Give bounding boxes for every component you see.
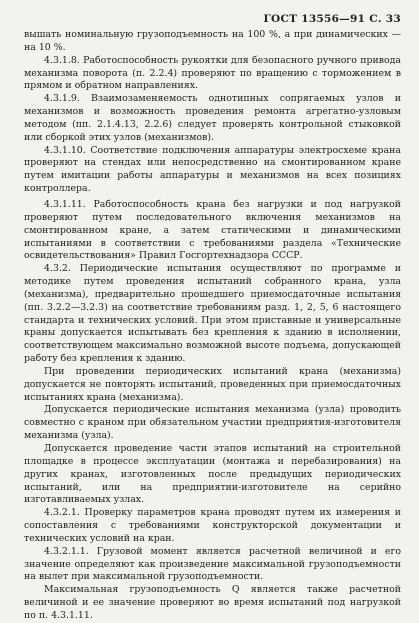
paragraph: Допускается периодические испытания механизма (узла) проводить совместно с краном при обязательном участии предприятия-изготовителя механизма (узла). (24, 404, 401, 442)
paragraph: Допускается проведение части этапов испытаний на строительной площадке в процессе эксплуатации (монтажа и перебазирования) на других кранах, изготовленных после предыдущих периодических испытаний, или на предприятии-изготовителе на серийно изготавливаемых узлах. (24, 443, 401, 506)
paragraph: вышать номинальную грузоподъемность на 100 %, а при динамических — на 10 %. (24, 29, 401, 53)
paragraph: 4.3.2. Периодические испытания осуществляют по программе и методике путем проведения испытаний собранного крана, узла (механизма), предварительно прошедшего приемосдаточные испытания (пп. 3.2.2—3.2.3) на соответствие требованиям разд. 1, 2, 5, 6 настоящего стандарта и технических условий. При этом приставные и универсальные краны допускается испытывать без крепления к зданию в исполнении, соответствующем максимально возможной высоте подъема, допускающей работу без крепления к зданию. (24, 263, 401, 365)
paragraph: 4.3.2.1. Проверку параметров крана проводят путем их измерения и сопоставления с требованиями конструкторской документации и технических условий на кран. (24, 507, 401, 544)
paragraph: Максимальная грузоподъемность Q является также расчетной величиной и ее значение проверяют во время испытаний под нагрузкой по п. 4.3.1.11. (24, 584, 401, 621)
paragraph: 4.3.1.9. Взаимозаменяемость однотипных сопрягаемых узлов и механизмов и возможность проведения ремонта агрегатно-узловым методом (пп. 2.1.4.13, 2.2.6) следует проверять контрольной стыковкой или сборкой этих узлов (механизмов). (24, 93, 401, 143)
paragraph: 4.3.1.10. Соответствие подключения аппаратуры электросхеме крана проверяют на стендах или непосредственно на смонтированном кране путем имитации работы аппаратуры и механизмов на всех позициях контроллера. (24, 144, 401, 195)
page-header: ГОСТ 13556—91 С. 33 (263, 13, 401, 25)
paragraph: 4.3.2.1.1. Грузовой момент является расчетной величиной и его значение определяют как произведение максимальной грузоподъемности на вылет при максимальной грузоподъемности. (24, 545, 401, 583)
paragraph: 4.3.1.11. Работоспособность крана без нагрузки и под нагрузкой проверяют путем последовательного включения механизмов на смонтированном кране, а затем статическими и динамическими испытаниями в соответствии с требованиями раздела «Технические освидетельствования» Правил Госгортехнадзора СССР. (24, 198, 401, 262)
body-text (24, 29, 401, 623)
paragraph: 4.3.1.8. Работоспособность рукоятки для безопасного ручного привода механизма поворота (п. 2.2.4) проверяют по вращению с торможением в прямом и обратном направлениях. (24, 54, 401, 92)
paragraph: При проведении периодических испытаний крана (механизма) допускается не повторять испытаний, проведенных при приемосдаточных испытаниях крана (механизма). (24, 365, 401, 403)
